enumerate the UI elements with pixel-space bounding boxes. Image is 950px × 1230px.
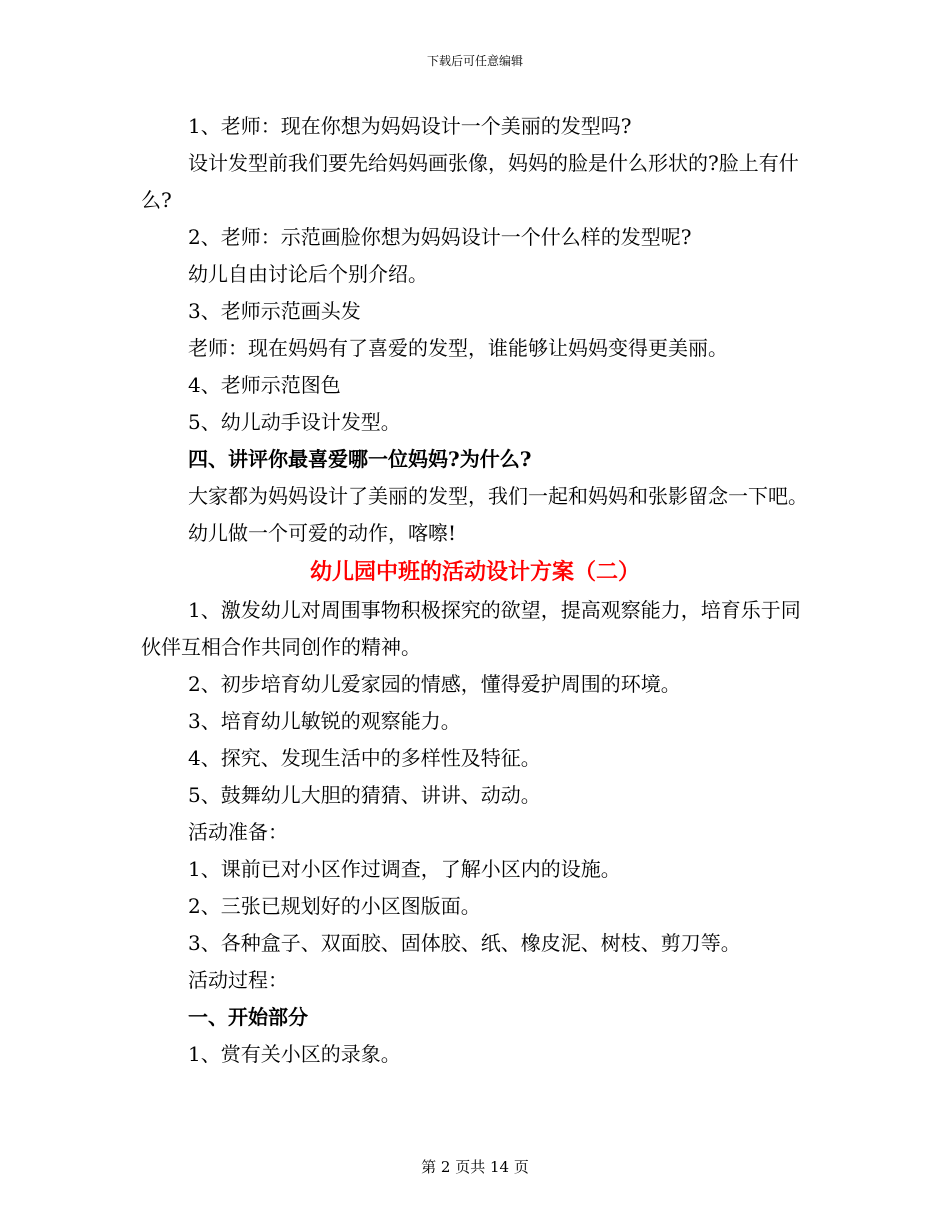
section-title: 幼儿园中班的活动设计方案（二） xyxy=(309,559,640,585)
part1 xyxy=(141,108,809,552)
paragraph: 设计发型前我们要先给妈妈画张像，妈妈的脸是什么形状的?脸上有什么? xyxy=(141,151,799,212)
paragraph: 3、老师示范画头发 xyxy=(188,299,361,323)
paragraph: 2、初步培育幼儿爱家园的情感，懂得爱护周围的环境。 xyxy=(188,672,681,696)
paragraph: 5、鼓舞幼儿大胆的猜猜、讲讲、动动。 xyxy=(188,783,541,807)
paragraph: 活动过程： xyxy=(188,968,288,992)
paragraph: 4、探究、发现生活中的多样性及特征。 xyxy=(188,746,541,770)
paragraph: 1、课前已对小区作过调查，了解小区内的设施。 xyxy=(188,857,621,881)
page-header: 下载后可任意编辑 xyxy=(426,54,523,68)
document-body xyxy=(141,108,809,1073)
paragraph: 1、老师：现在你想为妈妈设计一个美丽的发型吗? xyxy=(188,114,632,138)
paragraph: 幼儿自由讨论后个别介绍。 xyxy=(188,262,428,286)
paragraph: 1、激发幼儿对周围事物积极探究的欲望，提高观察能力，培育乐于同伙伴互相合作共同创作的精神。 xyxy=(141,598,801,659)
paragraph: 3、各种盒子、双面胶、固体胶、纸、橡皮泥、树枝、剪刀等。 xyxy=(188,931,741,955)
paragraph: 大家都为妈妈设计了美丽的发型，我们一起和妈妈和张影留念一下吧。 xyxy=(188,484,808,508)
paragraph: 2、老师：示范画脸你想为妈妈设计一个什么样的发型呢? xyxy=(188,225,692,249)
paragraph: 5、幼儿动手设计发型。 xyxy=(188,410,401,434)
page-footer: 第 2 页共 14 页 xyxy=(421,1158,529,1176)
paragraph: 3、培育幼儿敏锐的观察能力。 xyxy=(188,709,461,733)
paragraph: 4、老师示范图色 xyxy=(188,373,341,397)
paragraph: 活动准备： xyxy=(188,820,288,844)
part2 xyxy=(141,592,809,1073)
section-heading: 一、开始部分 xyxy=(188,1005,308,1029)
section-heading: 四、讲评你最喜爱哪一位妈妈?为什么? xyxy=(188,447,532,471)
paragraph: 幼儿做一个可爱的动作，喀嚓! xyxy=(188,521,457,545)
paragraph: 2、三张已规划好的小区图版面。 xyxy=(188,894,481,918)
paragraph: 老师：现在妈妈有了喜爱的发型，谁能够让妈妈变得更美丽。 xyxy=(188,336,728,360)
paragraph: 1、赏有关小区的录象。 xyxy=(188,1042,401,1066)
